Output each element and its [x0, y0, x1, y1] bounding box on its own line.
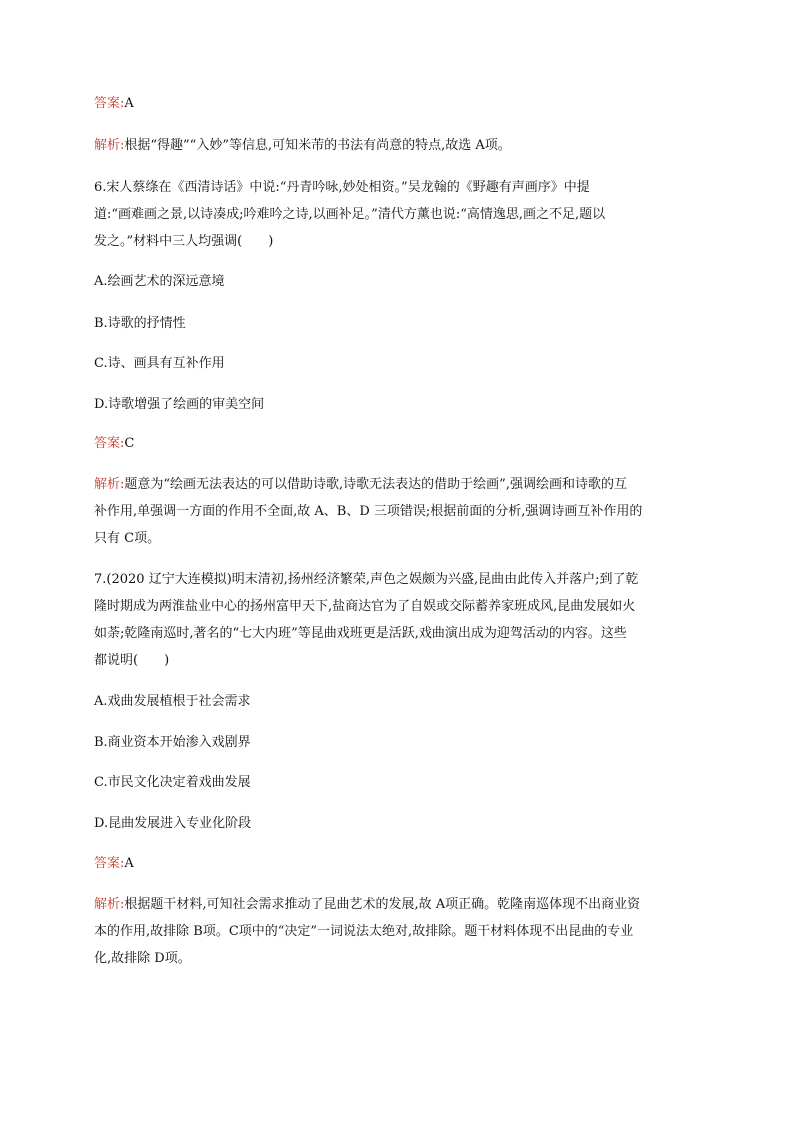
analysis-text: 根据题干材料,可知社会需求推动了昆曲艺术的发展,故 A项正确。乾隆南巡体现不出商业资 [124, 897, 641, 912]
q6-option-c: C.诗、画具有互补作用 [94, 356, 225, 371]
q6-stem-line-1: 6.宋人蔡绦在《西清诗话》中说:“丹青吟咏,妙处相资。”吴龙翰的《野趣有声画序》中提 [94, 180, 590, 195]
q7-stem-line-2: 隆时期成为两淮盐业中心的扬州富甲天下,盐商达官为了自娱或交际蓄养家班成风,昆曲发展如火 [94, 599, 636, 614]
q7-option-c: C.市民文化决定着戏曲发展 [94, 775, 251, 790]
answer-label: 答案: [94, 96, 125, 111]
analysis-label: 解析: [94, 138, 125, 153]
answer-value: A [124, 96, 134, 111]
q6-option-a: A.绘画艺术的深远意境 [94, 274, 225, 289]
q6-stem-line-3: 发之。”材料中三人均强调( ) [94, 234, 274, 249]
analysis-text: 根据“得趣”“入妙”等信息,可知米芾的书法有尚意的特点,故选 A项。 [124, 138, 511, 153]
answer-line-7 [94, 854, 702, 874]
analysis-line-7-1 [94, 895, 702, 915]
q7-option-a: A.戏曲发展植根于社会需求 [94, 694, 251, 709]
answer-label: 答案: [94, 436, 125, 451]
answer-line-6 [94, 434, 702, 454]
answer-label: 答案: [94, 856, 125, 871]
analysis-label: 解析: [94, 897, 125, 912]
analysis-line-7-3: 化,故排除 D项。 [94, 951, 191, 966]
q7-stem-line-1: 7.(2020 辽宁大连模拟)明末清初,扬州经济繁荣,声色之娱颇为兴盛,昆曲由此传入并落户;到了乾 [94, 572, 639, 587]
analysis-line-5 [94, 136, 702, 156]
analysis-line-6-3: 只有 C项。 [94, 531, 161, 546]
q6-option-d: D.诗歌增强了绘画的审美空间 [94, 397, 265, 412]
q6-option-b: B.诗歌的抒情性 [94, 316, 186, 331]
analysis-text: 题意为“绘画无法表达的可以借助诗歌,诗歌无法表达的借助于绘画”,强调绘画和诗歌的互 [124, 477, 627, 492]
q7-stem-line-3: 如荼;乾隆南巡时,著名的“七大内班”等昆曲戏班更是活跃,戏曲演出成为迎驾活动的内容。这些 [94, 626, 627, 641]
answer-line-5 [94, 94, 702, 114]
answer-value: C [124, 436, 135, 451]
answer-value: A [124, 856, 134, 871]
q6-stem-line-2: 道:“画难画之景,以诗凑成;吟难吟之诗,以画补足。”清代方薰也说:“高情逸思,画之不足,题以 [94, 207, 606, 222]
analysis-line-6-1 [94, 475, 702, 495]
q7-option-b: B.商业资本开始渗入戏剧界 [94, 735, 251, 750]
q7-option-d: D.昆曲发展进入专业化阶段 [94, 816, 252, 831]
analysis-line-6-2: 补作用,单强调一方面的作用不全面,故 A、B、D 三项错误;根据前面的分析,强调诗画互补作用的 [94, 504, 643, 519]
analysis-label: 解析: [94, 477, 125, 492]
q7-stem-line-4: 都说明( ) [94, 653, 170, 668]
analysis-line-7-2: 本的作用,故排除 B项。C项中的“决定”一词说法太绝对,故排除。题干材料体现不出昆曲的专业 [94, 924, 634, 939]
